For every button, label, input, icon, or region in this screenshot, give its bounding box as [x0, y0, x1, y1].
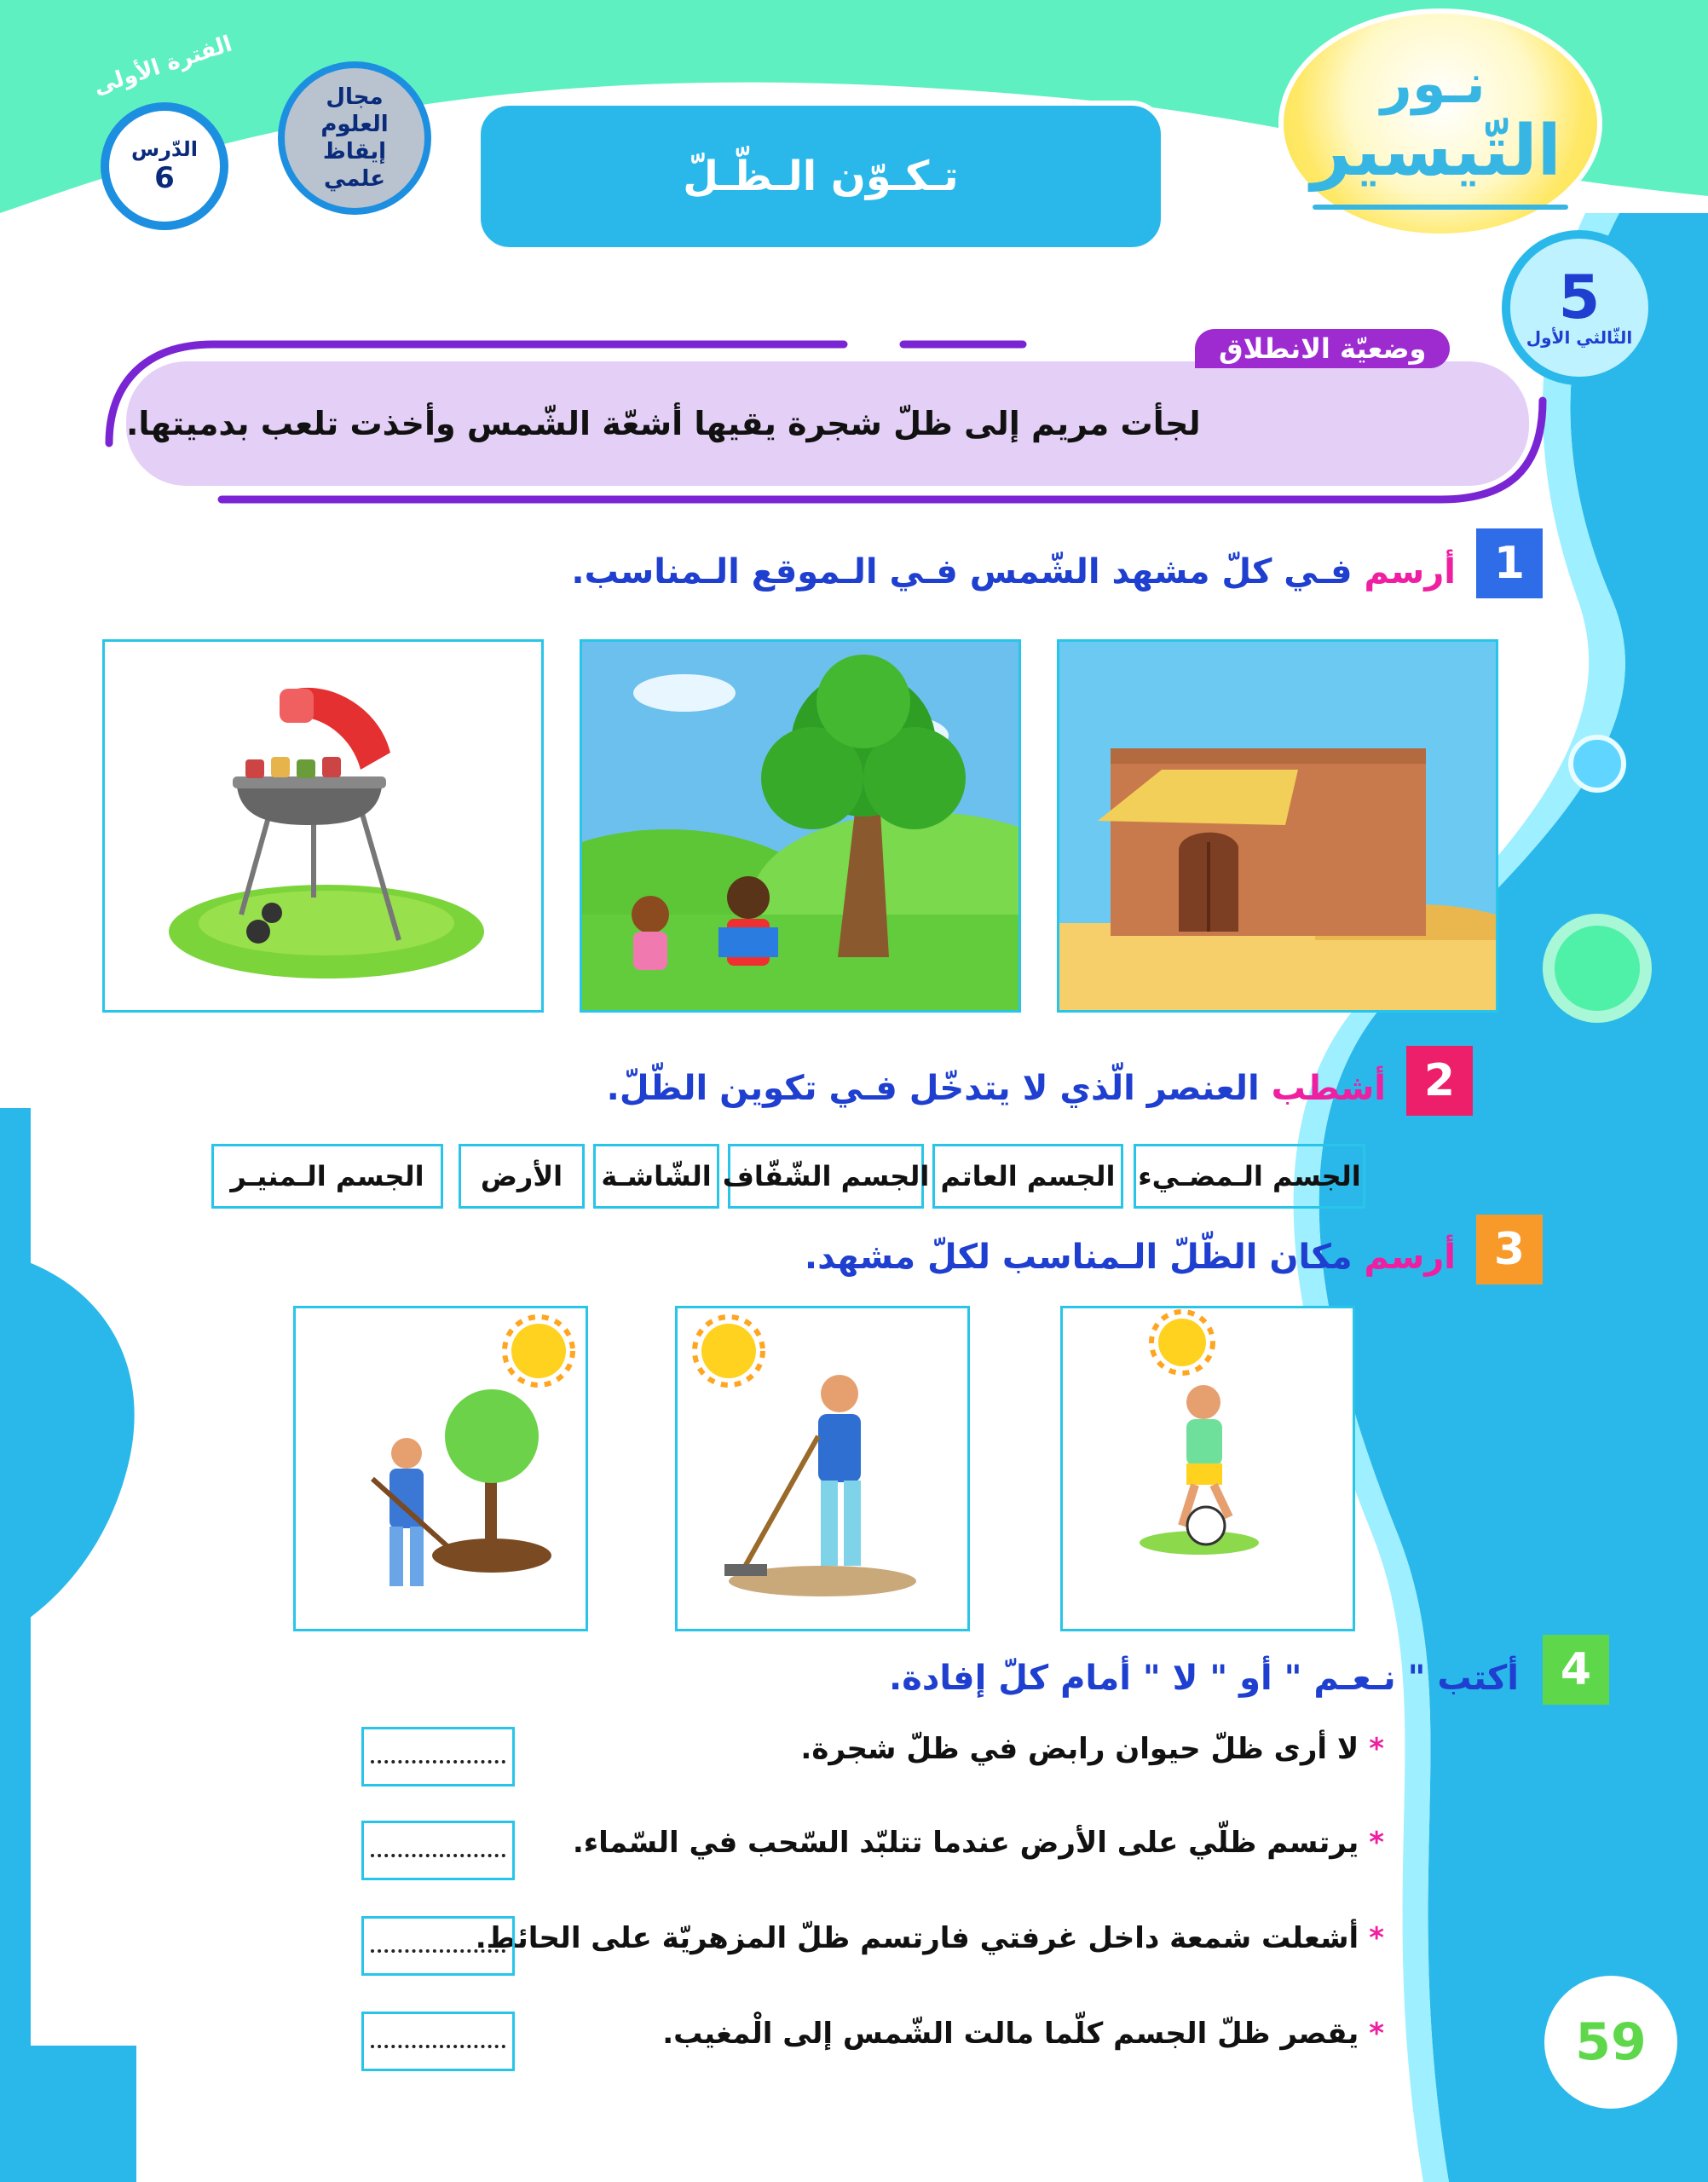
house-illustration	[1059, 642, 1496, 1010]
scene-grill[interactable]	[102, 639, 544, 1013]
q3-verb: أرسم	[1364, 1238, 1456, 1277]
word-option[interactable]: الجسم الـمنيـر	[211, 1144, 443, 1209]
scene-boy-football[interactable]	[1060, 1306, 1355, 1631]
word-option[interactable]: الجسم العاتم	[932, 1144, 1123, 1209]
scene-boy-planting[interactable]	[293, 1306, 588, 1631]
scene-boy-raking[interactable]	[675, 1306, 970, 1631]
word-option[interactable]: الجسم الشّفّاف	[728, 1144, 924, 1209]
statement-text: يقصر ظلّ الجسم كلّما مالت الشّمس إلى الْمغيب.	[662, 2017, 1359, 2051]
lesson-number-badge	[101, 102, 228, 230]
period-label: الفترة الأولى	[89, 31, 236, 101]
brand-underline	[1313, 205, 1568, 210]
grade-number: 5	[1558, 263, 1601, 332]
tree-kids-illustration	[582, 642, 1018, 1010]
boy-football-illustration	[1063, 1308, 1353, 1629]
q1-number: 1	[1476, 528, 1543, 598]
q2-instruction	[607, 1069, 1386, 1108]
word-option[interactable]: الأرض	[459, 1144, 585, 1209]
answer-input[interactable]	[361, 1821, 515, 1880]
decor-circle-large	[1543, 914, 1652, 1023]
star-icon: *	[1369, 2017, 1384, 2051]
lesson-label: الدّرس	[130, 137, 199, 161]
word-option[interactable]: الشّاشـة	[593, 1144, 719, 1209]
word-option[interactable]: الجسم الـمضـيء	[1134, 1144, 1365, 1209]
grade-label: الثّالثي الأول	[1526, 327, 1633, 348]
q3-number: 3	[1476, 1215, 1543, 1284]
star-icon: *	[1369, 1921, 1384, 1955]
q3-text: مكان الظّلّ الـمناسب لكلّ مشهد.	[804, 1238, 1353, 1277]
statement-text: يرتسم ظلّي على الأرض عندما تتلبّد السّحب في السّماء.	[572, 1826, 1359, 1860]
q2-number: 2	[1406, 1046, 1473, 1116]
domain-line-2: العلوم	[320, 112, 389, 137]
statement-text: أشعلت شمعة داخل غرفتي فارتسم ظلّ المزهريّة على الحائط.	[475, 1921, 1359, 1955]
lesson-title: تـكـوّن الـظّـلّ	[476, 101, 1166, 252]
boy-planting-illustration	[296, 1308, 586, 1629]
domain-line-1: مجال	[326, 84, 384, 110]
domain-badge	[278, 61, 431, 215]
grill-illustration	[105, 642, 541, 1010]
statement-row	[476, 1921, 1384, 1955]
q3-instruction	[805, 1238, 1456, 1277]
scene-tree-kids[interactable]	[580, 639, 1021, 1013]
q1-verb: أرسم	[1364, 552, 1456, 592]
statement-row	[573, 1826, 1384, 1860]
brand-top-text: نـور	[1381, 53, 1486, 116]
q4-instruction	[889, 1659, 1519, 1698]
domain-line-4: علمي	[323, 166, 386, 192]
statement-text: لا أرى ظلّ حيوان رابض في ظلّ شجرة.	[800, 1732, 1359, 1766]
scene-house[interactable]	[1057, 639, 1498, 1013]
q1-text: فـي كلّ مشهد الشّمس فـي الـموقع الـمناسب.	[571, 552, 1353, 592]
q4-text: أكتب " نـعـم " أو " لا " أمام كلّ إفادة.	[889, 1659, 1519, 1698]
brand-logo	[1261, 0, 1636, 256]
domain-line-3: إيقاظ	[322, 139, 387, 165]
star-icon: *	[1369, 1732, 1384, 1766]
decor-circle-small	[1568, 735, 1626, 793]
intro-situation-box	[126, 361, 1529, 486]
q2-verb: أشطب	[1271, 1069, 1386, 1108]
answer-input[interactable]	[361, 1727, 515, 1787]
q2-text: العنصر الّذي لا يتدخّل فـي تكوين الظّلّ.	[606, 1069, 1260, 1108]
brand-main-text: التّيسير	[1311, 111, 1561, 192]
boy-raking-illustration	[678, 1308, 967, 1629]
page-number: 59	[1544, 1976, 1677, 2109]
lesson-number: 6	[154, 161, 175, 195]
statement-row	[800, 1732, 1384, 1766]
star-icon: *	[1369, 1826, 1384, 1860]
q4-number: 4	[1543, 1635, 1609, 1705]
intro-text: لجأت مريم إلى ظلّ شجرة يقيها أشعّة الشّمس وأخذت تلعب بدميتها.	[126, 405, 1201, 442]
statement-row	[662, 2017, 1384, 2051]
answer-input[interactable]	[361, 1916, 515, 1976]
answer-input[interactable]	[361, 2012, 515, 2071]
q1-instruction	[571, 552, 1456, 592]
intro-tag: وضعيّة الانطلاق	[1195, 329, 1450, 368]
